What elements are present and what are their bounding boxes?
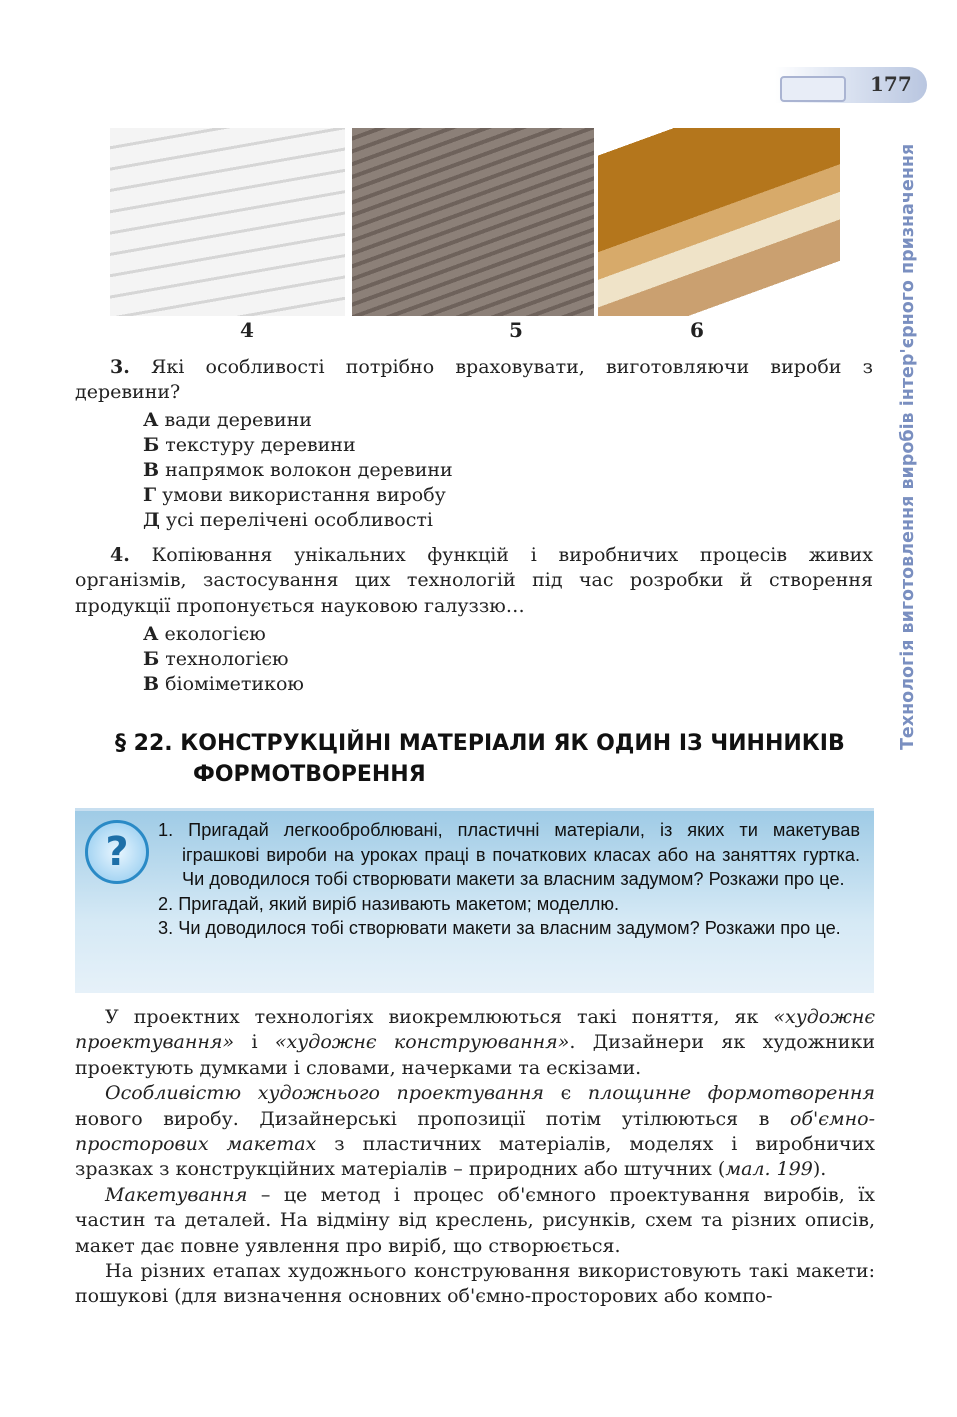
figure-label: 4 [240,318,254,342]
review-question: 3. Чи доводилося тобі створювати макети за власним задумом? Розкажи про це. [158,918,841,938]
emphasis: площинне [587,1082,692,1105]
question-text: Які особливості потрібно враховувати, виготовляючи вироби з деревини? [75,356,873,404]
section-heading [115,728,895,790]
option-text: напрямок волокон деревини [165,459,453,481]
heading-line: § 22. КОНСТРУКЦІЙНІ МАТЕРІАЛИ ЯК ОДИН ІЗ ЧИННИКІВ [115,731,845,756]
option-text: екологією [164,623,266,645]
answer-option [143,647,289,672]
emphasis: Макетування [105,1183,248,1206]
option-text: вади деревини [164,409,312,431]
option-letter: А [143,623,159,645]
text-run [691,1082,708,1104]
answer-option [143,408,312,433]
option-letter: Б [143,648,160,670]
answer-option [143,458,453,483]
paragraph [75,1005,875,1081]
heading-line: ФОРМОТВОРЕННЯ [193,762,426,787]
side-title-text: Технологія виготовлення виробів інтер'єрного призначення [898,143,918,750]
answer-option [143,508,433,533]
text-run: і [234,1031,275,1054]
review-questions [158,818,860,941]
option-letter: А [143,409,159,431]
paragraph [75,1259,875,1310]
text-run: – це метод і процес об'ємного проектування виробів, їх частин та деталей. На відміну від креслень, рисунків, схем та різних описів, макет дає повне уявлення про виріб, що створюється. [75,1183,875,1257]
side-title [888,130,928,750]
body-text [75,1005,875,1310]
text-run: є [543,1082,588,1105]
question-3 [75,355,873,406]
question-number: 3. [110,356,130,378]
paragraph [75,1081,875,1183]
text-run: ). [812,1158,827,1181]
answer-option [143,672,304,697]
question-text: Копіювання унікальних функцій і виробничих процесів живих організмів, застосування цих технологій під час розробки й створення продукції пропонується науковою галуззю… [75,544,874,617]
answer-option [143,483,446,508]
text-run: У проектних технологіях виокремлюються такі поняття, як [105,1006,774,1028]
review-question: 2. Пригадай, який виріб називають макетом; моделлю. [158,893,620,914]
emphasis: об'ємно-просторових макетах [75,1107,875,1156]
emphasis: мал. 199 [725,1158,813,1181]
option-text: умови використання виробу [162,484,446,506]
figure-5-decking-boards [352,128,594,316]
option-letter: Б [143,434,160,456]
text-run: На різних етапах художнього конструювання використовують такі макети: пошукові (для визначення основних об'ємно-просторових або компо- [75,1260,875,1308]
question-mark-icon: ? [85,820,149,884]
text-run: з пластичних матеріалів, моделях і виробничих зразках з конструкційних матеріалів – природних або штучних ( [75,1133,875,1181]
option-text: технологією [165,648,289,670]
emphasis: «художнє проектування» [75,1006,875,1054]
option-text: усі перелічені особливості [165,509,433,531]
question-number: 4. [110,544,130,566]
figure-label: 5 [509,318,523,342]
page-number: 177 [870,72,912,96]
option-letter: Д [143,509,160,531]
question-4 [75,543,873,619]
option-letter: В [143,459,160,481]
paragraph [75,1183,875,1259]
text-run: нового виробу. Дизайнерські пропозиції потім утілюються в [75,1107,790,1130]
answer-option [143,433,356,458]
emphasis: Особливістю художнього проектування [105,1082,544,1105]
figure-6-laminate-panels [598,128,840,316]
emphasis: формотворення [707,1082,875,1105]
sofa-icon [780,76,846,102]
emphasis: «художнє конструювання» [274,1031,570,1054]
option-letter: Г [143,484,157,506]
option-text: текстуру деревини [165,434,356,456]
answer-option [143,622,266,647]
option-text: біоміметикою [165,673,304,695]
figure-label: 6 [690,318,704,342]
figure-4-foam-boards [110,128,345,316]
text-run: . Дизайнери як художники проектують думками і словами, начерками та ескізами. [75,1031,875,1079]
option-letter: В [143,673,160,695]
review-question: 1. Пригадай легкооброблювані, пластичні матеріали, із яких ти макетував іграшкові вироби на уроках праці в початкових класах або на заняттях гуртка. Чи доводилося тобі створювати макети за власним задумом? Розкажи про це. [158,820,860,889]
